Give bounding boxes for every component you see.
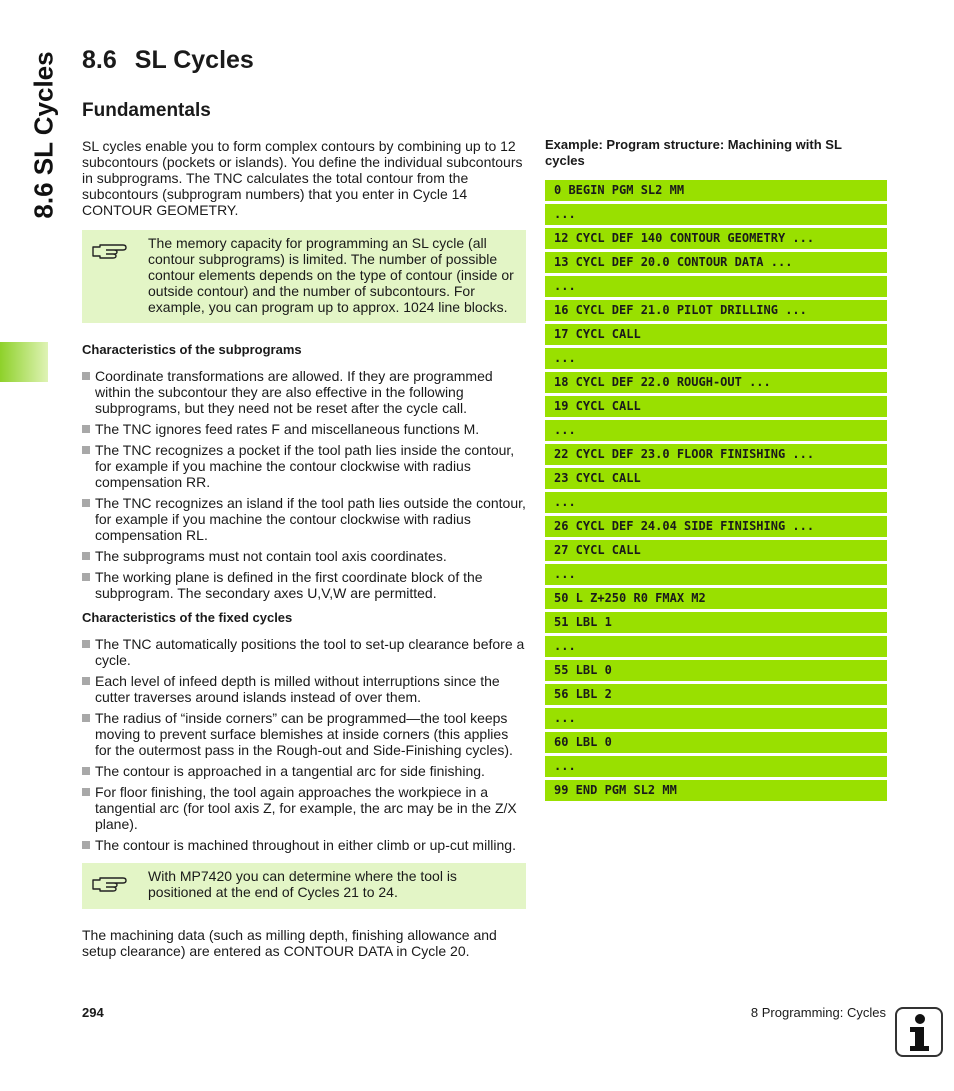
code-line: 22 CYCL DEF 23.0 FLOOR FINISHING ... [545, 444, 887, 465]
bullet-square-icon [82, 425, 90, 433]
note-box-mp7420 [82, 863, 526, 909]
list-item-text: Each level of infeed depth is milled without interruptions since the cutter traverses around islands instead of over them. [95, 673, 500, 705]
page-title-text: SL Cycles [134, 46, 254, 74]
code-line: 51 LBL 1 [545, 612, 887, 633]
code-line: 23 CYCL CALL [545, 468, 887, 489]
bullet-square-icon [82, 714, 90, 722]
bullet-square-icon [82, 446, 90, 454]
page-title-number: 8.6 [82, 46, 117, 74]
bullet-square-icon [82, 499, 90, 507]
list-item-text: Coordinate transformations are allowed. If they are programmed within the subcontour they are also effective in the following subprograms, but they need not be reset after the cycle call. [95, 368, 493, 416]
code-line: 19 CYCL CALL [545, 396, 887, 417]
note-text: With MP7420 you can determine where the tool is positioned at the end of Cycles 21 to 24. [148, 868, 457, 900]
list-item [82, 368, 526, 416]
code-line: 18 CYCL DEF 22.0 ROUGH-OUT ... [545, 372, 887, 393]
subprograms-list [82, 368, 526, 606]
list-item [82, 569, 526, 601]
side-chapter-title-text: 8.6 SL Cycles [28, 51, 59, 219]
bullet-square-icon [82, 640, 90, 648]
code-line: ... [545, 276, 887, 297]
code-line: 50 L Z+250 R0 FMAX M2 [545, 588, 887, 609]
code-line: 0 BEGIN PGM SL2 MM [545, 180, 887, 201]
pointing-hand-icon [92, 238, 128, 260]
side-tab-marker [0, 342, 48, 382]
code-line: 27 CYCL CALL [545, 540, 887, 561]
code-line: 26 CYCL DEF 24.04 SIDE FINISHING ... [545, 516, 887, 537]
bullet-square-icon [82, 767, 90, 775]
bullet-square-icon [82, 841, 90, 849]
intro-paragraph: SL cycles enable you to form complex contours by combining up to 12 subcontours (pockets or islands). You define the individual subcontours in subprograms. The TNC calculates the total contour from the subcontours (subprogram numbers) that you enter in Cycle 14 CONTOUR GEOMETRY. [82, 138, 523, 218]
list-item [82, 673, 526, 705]
code-line: 55 LBL 0 [545, 660, 887, 681]
list-item [82, 837, 526, 853]
list-item-text: The radius of “inside corners” can be programmed—the tool keeps moving to prevent surface blemishes at inside corners (this applies for the outermost pass in the Rough-out and Side-Finishing cycles). [95, 710, 513, 758]
bullet-square-icon [82, 788, 90, 796]
list-item-text: The TNC ignores feed rates F and miscellaneous functions M. [95, 421, 480, 437]
closing-paragraph: The machining data (such as milling depth, finishing allowance and setup clearance) are entered as CONTOUR DATA in Cycle 20. [82, 927, 497, 959]
list-item-text: The TNC recognizes a pocket if the tool path lies inside the contour, for example if you machine the contour clockwise with radius compensation RR. [95, 442, 515, 490]
list-item-text: The TNC recognizes an island if the tool path lies outside the contour, for example if you machine the contour clockwise with radius compensation RL. [95, 495, 526, 543]
code-line: ... [545, 492, 887, 513]
chapter-reference: 8 Programming: Cycles [750, 1005, 886, 1020]
subprograms-heading: Characteristics of the subprograms [82, 342, 302, 357]
list-item-text: The working plane is defined in the first coordinate block of the subprogram. The secondary axes U,V,W are permitted. [95, 569, 483, 601]
list-item [82, 763, 526, 779]
fixed-cycles-heading: Characteristics of the fixed cycles [82, 610, 293, 625]
code-line: 56 LBL 2 [545, 684, 887, 705]
pointing-hand-icon [92, 871, 128, 893]
code-line: ... [545, 564, 887, 585]
code-line: ... [545, 348, 887, 369]
code-line: 60 LBL 0 [545, 732, 887, 753]
code-line: 13 CYCL DEF 20.0 CONTOUR DATA ... [545, 252, 887, 273]
list-item [82, 548, 526, 564]
side-chapter-title [26, 50, 62, 220]
bullet-square-icon [82, 573, 90, 581]
list-item-text: For floor finishing, the tool again approaches the workpiece in a tangential arc (for tool axis Z, for example, the arc may be in the Z/X plane). [95, 784, 517, 832]
list-item [82, 495, 526, 543]
code-line: 12 CYCL DEF 140 CONTOUR GEOMETRY ... [545, 228, 887, 249]
list-item-text: The TNC automatically positions the tool to set-up clearance before a cycle. [95, 636, 525, 668]
bullet-square-icon [82, 372, 90, 380]
list-item [82, 784, 526, 832]
list-item [82, 636, 526, 668]
code-line: ... [545, 756, 887, 777]
list-item-text: The contour is machined throughout in either climb or up-cut milling. [95, 837, 516, 853]
code-line: 99 END PGM SL2 MM [545, 780, 887, 801]
program-listing [545, 180, 887, 804]
page-title [82, 46, 254, 75]
code-line: 16 CYCL DEF 21.0 PILOT DRILLING ... [545, 300, 887, 321]
list-item [82, 710, 526, 758]
section-heading-fundamentals: Fundamentals [82, 100, 211, 121]
fixed-cycles-list [82, 636, 526, 858]
note-box-memory [82, 230, 526, 323]
list-item-text: The subprograms must not contain tool axis coordinates. [95, 548, 447, 564]
bullet-square-icon [82, 677, 90, 685]
code-line: ... [545, 636, 887, 657]
code-line: ... [545, 420, 887, 441]
list-item-text: The contour is approached in a tangential arc for side finishing. [95, 763, 485, 779]
note-text: The memory capacity for programming an SL cycle (all contour subprograms) is limited. The number of possible contour elements depends on the type of contour (inside or outside contour) and the number of subcontours. For example, you can program up to approx. 1024 line blocks. [148, 235, 514, 315]
example-heading: Example: Program structure: Machining with SL cycles [545, 137, 842, 168]
list-item [82, 421, 526, 437]
info-icon [895, 1007, 943, 1057]
code-line: ... [545, 708, 887, 729]
code-line: ... [545, 204, 887, 225]
page-number: 294 [82, 1005, 104, 1020]
bullet-square-icon [82, 552, 90, 560]
code-line: 17 CYCL CALL [545, 324, 887, 345]
info-letter-icon [897, 1009, 941, 1055]
list-item [82, 442, 526, 490]
